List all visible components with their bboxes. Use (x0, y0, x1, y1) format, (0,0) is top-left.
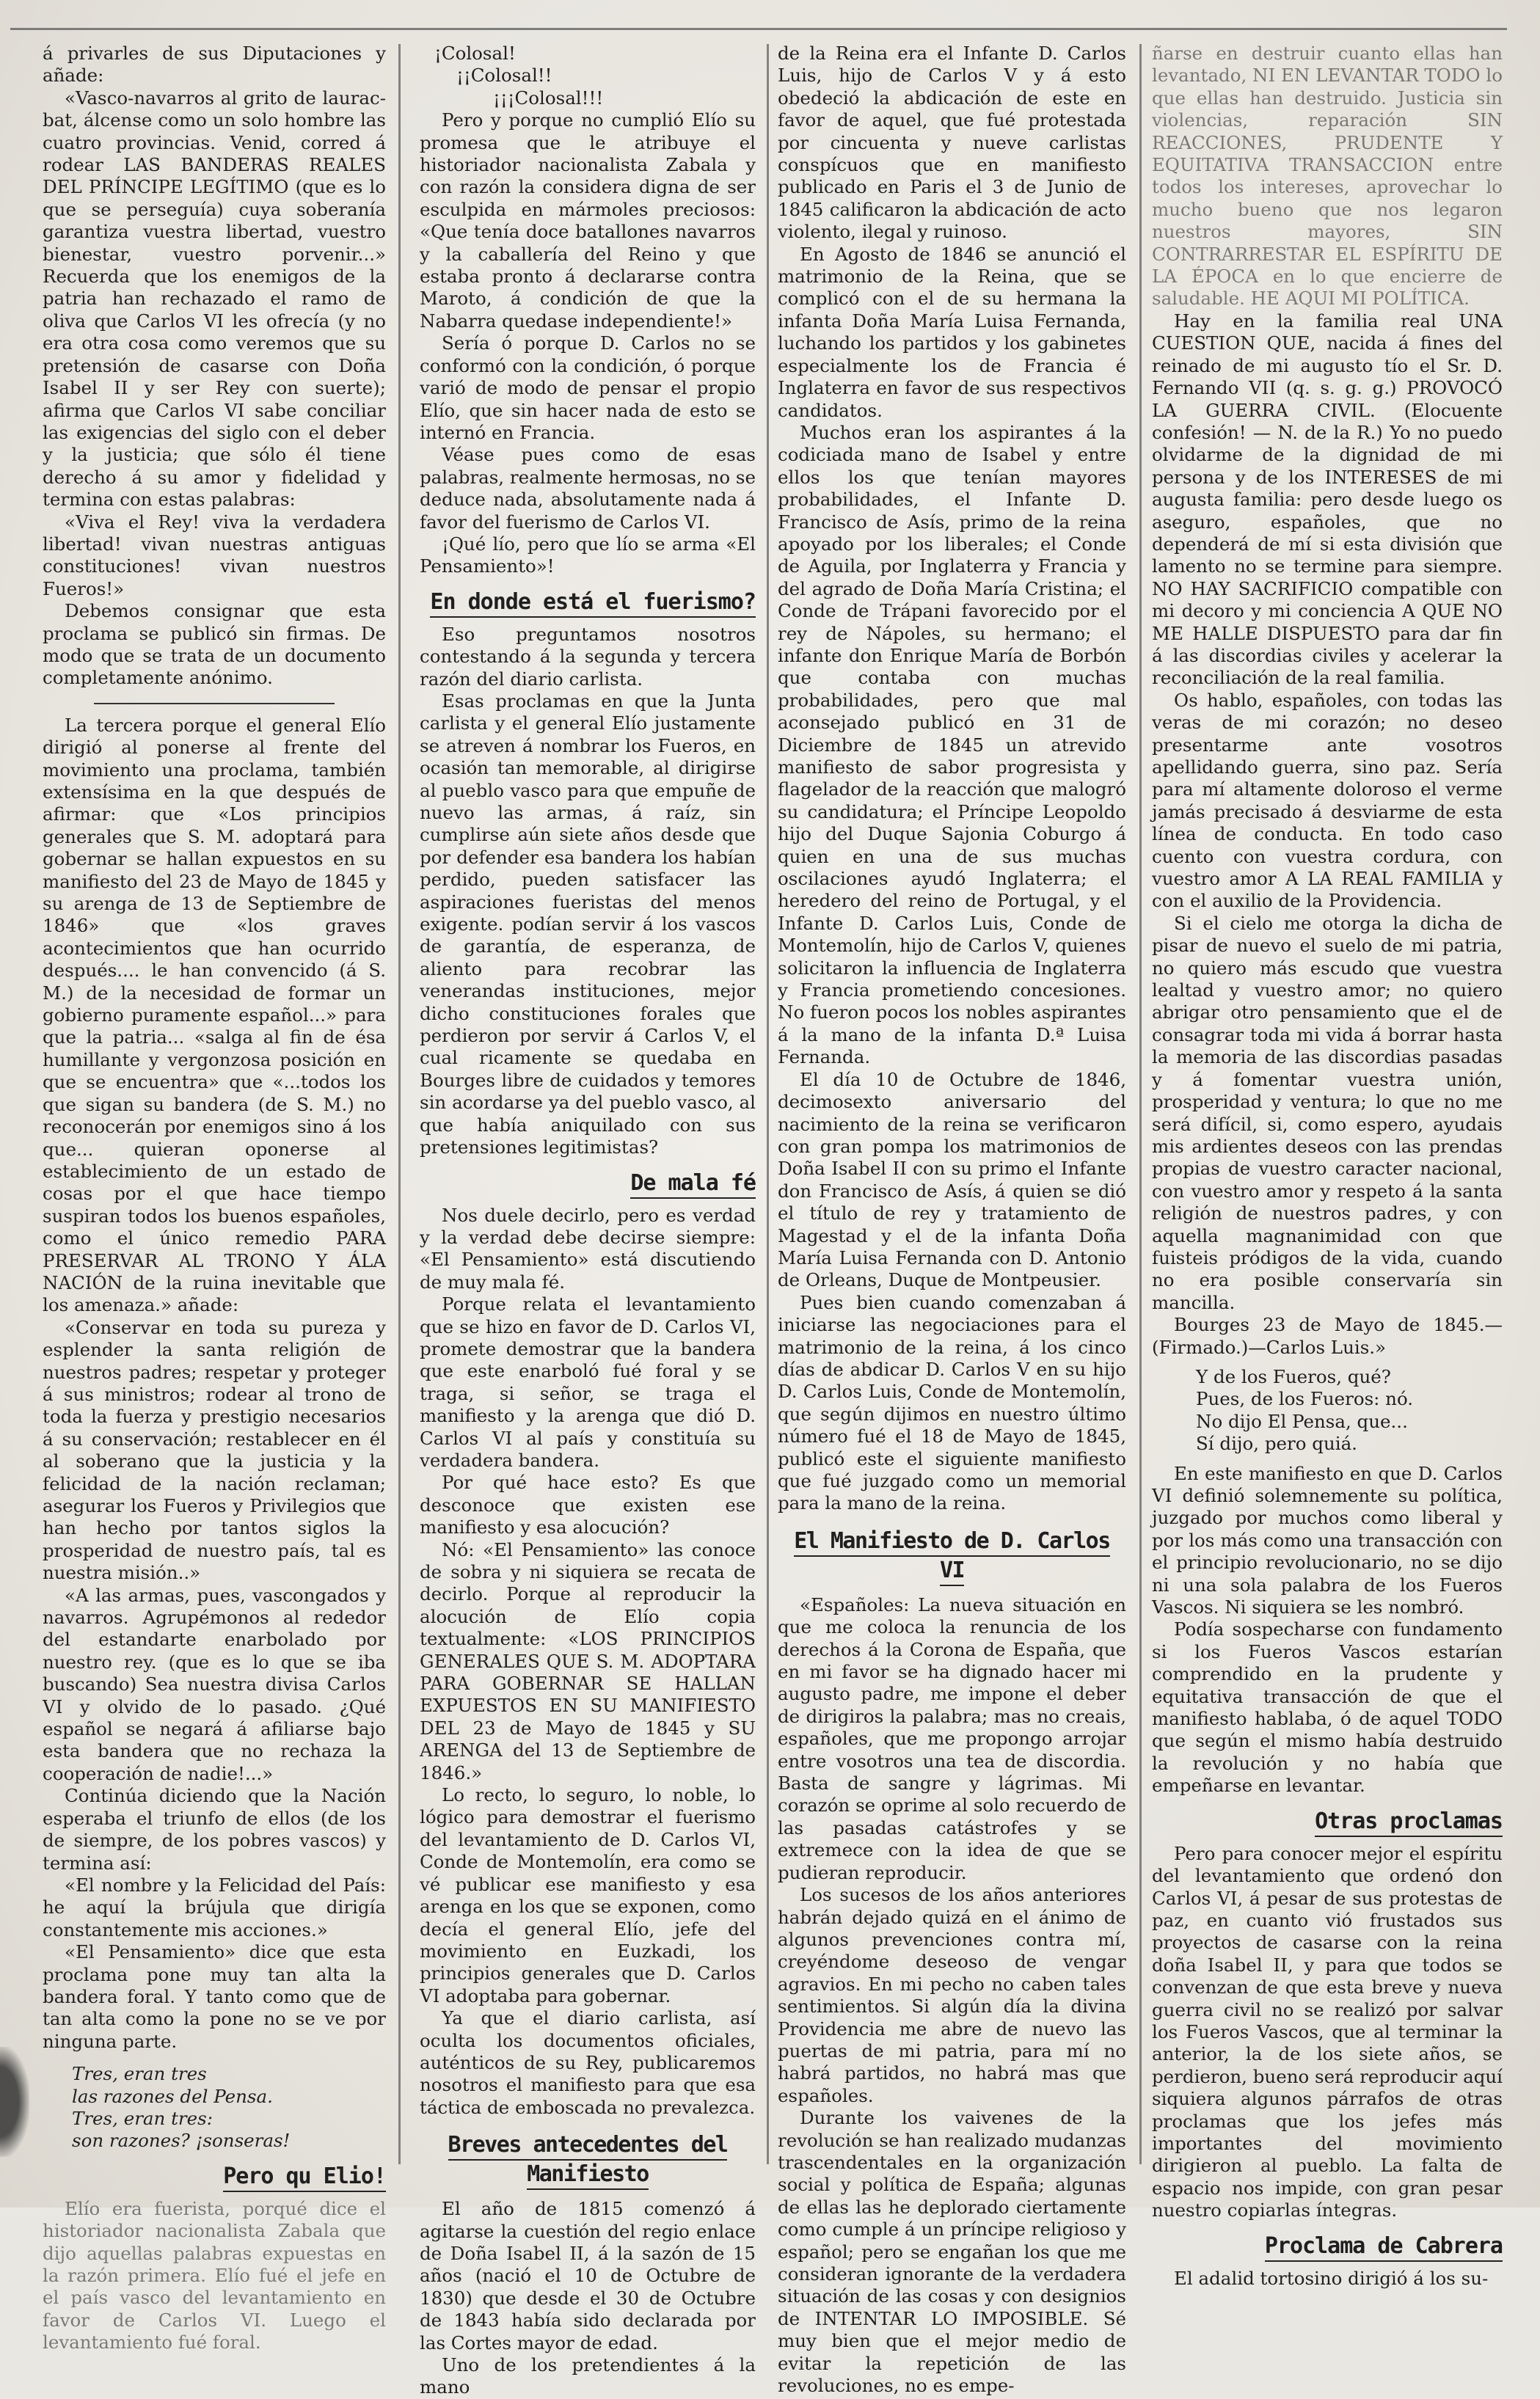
heading-text: Breves antecedentes del Manifiesto (448, 2132, 728, 2190)
paragraph: Pues bien cuando comenzaban á iniciarse las negociaciones para el matrimonio de la reina, á los cinco días de abdicar D. Carlos V en su hijo D. Carlos Luis, Conde de Montemolín, que según dijimos en nuestro último número fué el 18 de Mayo de 1845, publicó este el siguiente manifiesto que fué juzgado como un memorial para la mano de la reina. (778, 1291, 1126, 1514)
paragraph: Si el cielo me otorga la dicha de pisar de nuevo el suelo de mi patria, no quiero más escudo que vuestra lealtad y vuestro amor; no quiero abrigar otro pensamiento que el de consagrar toda mi vida á borrar hasta la memoria de las discordias pasadas y á fomentar vuestra unión, prosperidad y ventura; lo que no me será difícil, si, como espero, ayudais mis ardientes deseos con las prendas propias de vuestro caracter nacional, con vuestro amor y respeto á la santa religión de nuestros padres, y con aquella magnanimidad con que fuisteis pródigos de la vida, cuando no era posible conservaría sin mancilla. (1152, 912, 1503, 1313)
verse-line: Tres, eran tres: (72, 2107, 213, 2129)
verse (43, 2063, 386, 2152)
column-1 (43, 43, 386, 2354)
paragraph: ¡Qué lío, pero que lío se arma «El Pensamiento»! (420, 533, 756, 577)
paragraph: Uno de los pretendientes á la mano (420, 2354, 756, 2398)
paragraph: Hay en la familia real UNA CUESTION QUE, nacida á fines del reinado de mi augusto tío el Sr. D. Fernando VII (q. s. g. g.) PROVOCÓ LA GUERRA CIVIL. (Elocuente confesión! — N. de la R.) Yo no puedo olvidarme de la dignidad de mi persona y de los INTERESES de mi augusta familia: pero desde luego os aseguro, españoles, que no dependerá de mí si esta división que lamento no se termine para siempre. NO HAY SACRIFICIO compatible con mi decoro y mi conciencia A QUE NO ME HALLE DISPUESTO para dar fin á las discordias civiles y acelerar la reconciliación de la real familia. (1152, 310, 1503, 689)
paragraph: Véase pues como de esas palabras, realmente hermosas, no se deduce nada, absolutamente nada á favor del fuerismo de Carlos VI. (420, 444, 756, 533)
paragraph: Debemos consignar que esta proclama se publicó sin firmas. De modo que se trata de un documento completamente anónimo. (43, 600, 386, 689)
paragraph: Pero para conocer mejor el espíritu del levantamiento que ordenó don Carlos VI, á pesar de sus protestas de paz, en cuanto vió frustados sus proyectos de casarse con la reina doña Isabel II, y para que todos se convenzan de que esta breve y nueva guerra civil no se realizó por salvar los Fueros Vascos, que al terminar la anterior, la de los siete años, se perdieron, bueno será reproducir aquí siquiera algunos párrafos de otras proclamas que los jefes más importantes del movimiento dirigieron al pueblo. La falta de espacio nos impide, con gran pesar nuestro copiarlas íntegras. (1152, 1842, 1503, 2221)
paragraph: «El Pensamiento» dice que esta proclama pone muy tan alta la bandera foral. Y tanto como que de tan alta como la pone no se ve por ninguna parte. (43, 1941, 386, 2052)
heading-text: De mala fé (630, 1170, 756, 1199)
section-heading (1152, 1808, 1503, 1836)
paragraph: El adalid tortosino dirigió á los su- (1174, 2267, 1489, 2289)
heading-text: Otras proclamas (1315, 1808, 1503, 1837)
column-3 (778, 43, 1126, 2397)
paragraph: En Agosto de 1846 se anunció el matrimonio de la Reina, que se complicó con el de su hermana la infanta Doña María Luisa Fernanda, luchando los partidos y los gabinetes especialmente los de Francia é Inglaterra en favor de sus respectivos candidatos. (778, 243, 1126, 421)
paragraph: á privarles de sus Diputaciones y añade: (43, 43, 386, 87)
column-2 (420, 43, 756, 2398)
paragraph: Nó: «El Pensamiento» las conoce de sobra y ni siquiera se recata de decirlo. Porque al reproducir la alocución de Elío copia textualmente: «LOS PRINCIPIOS GENERALES QUE S. M. ADOPTARA PARA GOBERNAR SE HALLAN EXPUESTOS EN SU MANIFIESTO DEL 23 de Mayo de 1845 y SU ARENGA del 13 de Septiembre de 1846.» (420, 1538, 756, 1783)
column-rule (767, 44, 769, 2164)
paragraph: La tercera porque el general Elío dirigió al ponerse al frente del movimiento una proclama, también extensísima en la que después de afirmar: que «Los principios generales que S. M. adoptará para gobernar se hallan expuestos en su manifiesto del 23 de Mayo de 1845 y su arenga de 13 de Septiembre de 1846» que «los graves acontecimientos que han ocurrido después.... le han convencido (á S. M.) de la necesidad de formar un gobierno puramente español...» para que la patria... «salga al fin de ésa humillante y vergonzosa posición en que se encuentra» que «...todos los que sigan su bandera (de S. M.) no reconocerán por enemigos sino á los que... quieran oponerse al establecimiento de un estado de cosas por el que hace tiempo suspiran todos los buenos españoles, como el único remedio PARA PRESERVAR AL TRONO Y ÁLA NACIÓN de la ruina inevitable que los amenaza.» añade: (43, 714, 386, 1316)
exclamation: ¡¡Colosal!! (456, 65, 552, 87)
paragraph: Eso preguntamos nosotros contestando á la segunda y tercera razón del diario carlista. (420, 623, 756, 690)
heading-text: Pero qu Elio! (223, 2164, 386, 2192)
paragraph: Os hablo, españoles, con todas las veras de mi corazón; no deseo presentarme ante vosotros apellidando guerra, sino paz. Sería para mí altamente doloroso el verme jamás precisado á desviarme de esta línea de conducta. En todo caso cuento con vuestra cordura, con vuestro amor A LA REAL FAMILIA y con el auxilio de la Providencia. (1152, 689, 1503, 912)
exclamation: ¡¡¡Colosal!!! (493, 87, 604, 109)
paragraph: «Conservar en toda su pureza y esplender la santa religión de nuestros padres; respetar y proteger á sus ministros; rodear al trono de toda la fuerza y prestigio necesarios á su conservación; restablecer en él al soberano que la justicia y la felicidad de la nación reclaman; asegurar los Fueros y Privilegios que han hecho por tantos siglos la prosperidad de nuestro país, tal es nuestra misión..» (43, 1316, 386, 1584)
paragraph: ñarse en destruir cuanto ellas han levantado, NI EN LEVANTAR TODO lo que ellas han destruido. Justicia sin violencias, reparación SIN REACCIONES, PRUDENTE Y EQUITATIVA TRANSACCION entre todos los intereses, aprovechar lo mucho bueno que nos legaron nuestros mayores, SIN CONTRARRESTAR EL ESPÍRITU DE LA ÉPOCA en lo que encierre de saludable. HE AQUI MI POLÍTICA. (1152, 43, 1503, 310)
heading-text: En donde está el fuerismo? (430, 589, 756, 618)
section-heading (420, 2130, 756, 2189)
paragraph: Pero y porque no cumplió Elío su promesa que le atribuye el historiador nacionalista Zabala y con razón la considera digna de ser esculpida en mármoles preciosos: «Que tenía doce batallones navarros y la caballería del Reino y que estaba pronto á declararse contra Maroto, á condición de que la Nabarra quedase independiente!» (420, 109, 756, 332)
heading-text: Proclama de Cabrera (1265, 2233, 1503, 2262)
verse-line: Sí dijo, pero quiá. (1196, 1433, 1357, 1455)
paragraph: «Viva el Rey! viva la verdadera libertad! vivan nuestras antiguas constituciones! vivan nuestros Fueros!» (43, 511, 386, 599)
paragraph: «Vasco-navarros al grito de laurac-bat, álcense como un solo hombre las cuatro provincias. Venid, corred á rodear LAS BANDERAS REALES DEL PRÍNCIPE LEGÍTIMO (que es lo que se perseguía) cuya soberanía garantiza vuestra libertad, vuestro bienestar, vuestro porvenir...» Recuerda que los enemigos de la patria han rechazado el ramo de oliva que Carlos VI les ofrecía (y no era otra cosa como veremos que su pretensión de casarse con Doña Isabel II y ser Rey con suerte); afirma que Carlos VI sabe conciliar las exigencias del siglo con el deber y la justicia; que sólo él tiene derecho á su amor y fidelidad y termina con estas palabras: (43, 87, 386, 511)
top-rule (10, 28, 1507, 30)
section-heading (420, 1169, 756, 1197)
heading-text: El Manifiesto de D. Carlos VI (794, 1528, 1110, 1586)
column-4 (1152, 43, 1503, 2289)
signature-line: Bourges 23 de Mayo de 1845.—(Firmado.)—Carlos Luis.» (1152, 1314, 1503, 1358)
verse-line: las razones del Pensa. (72, 2085, 273, 2107)
paragraph: «El nombre y la Felicidad del País: he aquí la brújula que dirigía constantemente mis acciones.» (43, 1874, 386, 1940)
paragraph: El año de 1815 comenzó á agitarse la cuestión del regio enlace de Doña Isabel II, á la sazón de 15 años (nació el 10 de Octubre de 1830) que desde el 30 de Octubre de 1843 había sido declarada por las Cortes mayor de edad. (420, 2198, 756, 2354)
paragraph: Lo recto, lo seguro, lo noble, lo lógico para demostrar el fuerismo del levantamiento de D. Carlos VI, Conde de Montemolín, era como se vé publicar ese manifiesto y esa arenga en los que se exponen, como decía el general Elío, jefe del movimiento en Euzkadi, los principios generales que D. Carlos VI adoptaba para gobernar. (420, 1784, 756, 2007)
paragraph: Nos duele decirlo, pero es verdad y la verdad debe decirse siempre: «El Pensamiento» está discutiendo de muy mala fé. (420, 1204, 756, 1293)
verse-line: No dijo El Pensa, que... (1196, 1410, 1408, 1432)
verse-line: Tres, eran tres (72, 2063, 207, 2085)
paragraph: Porque relata el levantamiento que se hizo en favor de D. Carlos VI, promete demostrar que la bandera que este enarboló fué foral y se traga, si señor, se traga el manifiesto y la arenga que dió D. Carlos VI al país y constituía su verdadera bandera. (420, 1293, 756, 1471)
paragraph: Los sucesos de los años anteriores habrán dejado quizá en el ánimo de algunos prevenciones contra mí, creyéndome deseoso de vengar agravios. En mi pecho no caben tales sentimientos. Si algún día la divina Providencia me abre de nuevo las puertas de mi patria, para mí no habrá partidos, no habrá mas que españoles. (778, 1884, 1126, 2106)
ink-blot (0, 2047, 29, 2157)
paragraph: Sería ó porque D. Carlos no se conformó con la condición, ó porque varió de modo de pensar el propio Elío, que sin hacer nada de esto se internó en Francia. (420, 332, 756, 443)
verse-line: son razones? ¡sonseras! (72, 2130, 291, 2152)
paragraph: Ya que el diario carlista, así oculta los documentos oficiales, auténticos de su Rey, publicaremos nosotros el manifiesto para que esa táctica de emboscada no prevalezca. (420, 2007, 756, 2118)
paragraph: Por qué hace esto? Es que desconoce que existen ese manifiesto y esa alocución? (420, 1472, 756, 1538)
paragraph: «A las armas, pues, vascongados y navarros. Agrupémonos al rededor del estandarte enarbolado por nuestro rey. (que es lo que se iba buscando) Sea nuestra divisa Carlos VI y olvido de lo pasado. ¿Qué español se negará á afiliarse bajo esta bandera que no rechaza la cooperación de nadie!...» (43, 1584, 386, 1784)
separator (94, 703, 335, 704)
paragraph: En este manifiesto en que D. Carlos VI definió solemnemente su política, juzgado por muchos como liberal y por los más como una transacción con el principio revolucionario, no se dijo ni una sola palabra de los Fueros Vascos. Ni siquiera se les nombró. (1152, 1462, 1503, 1618)
paragraph: Continúa diciendo que la Nación esperaba el triunfo de ellos (de los de siempre, de los pobres vascos) y termina así: (43, 1785, 386, 1874)
paragraph: «Españoles: La nueva situación en que me coloca la renuncia de los derechos á la Corona de España, que en mi favor se ha dignado hacer mi augusto padre, me impone el deber de dirigiros la palabra; mas no creais, españoles, que me propongo arrojar entre vosotros una tea de discordia. Basta de sangre y lágrimas. Mi corazón se oprime al solo recuerdo de las pasadas catástrofes y se extremece con la idea de que se pudieran reproducir. (778, 1593, 1126, 1883)
paragraph: El día 10 de Octubre de 1846, decimosexto aniversario del nacimiento de la reina se verificaron con gran pompa los matrimonios de Doña Isabel II con su primo el Infante don Francisco de Asís, á quien se dió el título de rey y tratamiento de Magestad y el de la infanta Doña María Luisa Fernanda con D. Antonio de Orleans, Duque de Montpeusier. (778, 1068, 1126, 1291)
paragraph: Durante los vaivenes de la revolución se han realizado mudanzas trascendentales en la organización social y política de España; algunas de ellas las he deplorado ciertamente como cumple á un príncipe religioso y español; pero se engañan los que me consideran ignorante de la verdadera situación de las cosas y con designios de INTENTAR LO IMPOSIBLE. Sé muy bien que el mejor medio de evitar la repetición de las revoluciones, no es empe- (778, 2107, 1126, 2397)
column-rule (1139, 44, 1142, 2164)
paragraph: Elío era fuerista, porqué dice el historiador nacionalista Zabala que dijo aquellas palabras expuestas en la razón primera. Elío fué el jefe en el país vasco del levantamiento en favor de Carlos VI. Luego el levantamiento fué foral. (43, 2197, 386, 2354)
verse-line: Y de los Fueros, qué? (1196, 1365, 1391, 1387)
section-heading (43, 2163, 386, 2191)
paragraph: Podía sospecharse con fundamento si los Fueros Vascos estarían comprendido en la prudente y equitativa transacción de que el manifiesto hablaba, ó de aquel TODO que según el mismo había destruido la revolución y no había que empeñarse en levantar. (1152, 1618, 1503, 1797)
paragraph: Muchos eran los aspirantes á la codiciada mano de Isabel y entre ellos los que tenían mayores probabilidades, el Infante D. Francisco de Asís, primo de la reina apoyado por los liberales; el Conde de Aguila, por Inglaterra y Francia y del agrado de Doña María Cristina; el Conde de Trápani favorecido por el rey de Nápoles, su hermano; el infante don Enrique María de Borbón que contaba con muchas probabilidades, pero que mal aconsejado publicó en 31 de Diciembre de 1845 un atrevido manifiesto de sabor progresista y flagelador de la reacción que malogró su candidatura; el Príncipe Leopoldo hijo del Duque Sajonia Coburgo á quien en una de sus muchas oscilaciones ayudó Inglaterra; el heredero del reino de Portugal, y el Infante D. Carlos Luis, Conde de Montemolín, hijo de Carlos V, quienes solicitaron la influencia de Inglaterra y Francia prometiendo concesiones. No fueron pocos los nobles aspirantes á la mano de la infanta D.ª Luisa Fernanda. (778, 421, 1126, 1068)
section-heading (420, 588, 756, 616)
section-heading (1152, 2232, 1503, 2260)
section-heading (778, 1527, 1126, 1585)
paragraph: de la Reina era el Infante D. Carlos Luis, hijo de Carlos V y á esto obedeció la abdicación de este en favor de aquel, que fué protestada por cincuenta y nueve carlistas conspícuos que en manifiesto publicado en Paris el 3 de Junio de 1845 calificaron la abdicación de acto violento, ilegal y ruinoso. (778, 43, 1126, 243)
column-rule (398, 44, 401, 2164)
paragraph: Esas proclamas en que la Junta carlista y el general Elío justamente se atreven á nombrar los Fueros, en ocasión tan memorable, al dirigirse al pueblo vasco para que empuñe de nuevo las armas, á raíz, sin cumplirse aún siete años desde que por defender esa bandera los habían perdido, pueden satisfacer las aspiraciones fueristas del menos exigente. podían servir á los vascos de garantía, de esperanza, de aliento para recobrar las venerandas instituciones, mejor dicho constituciones forales que perdieron por servir á Carlos V, el cual ricamente se quedaba en Bourges libre de cuidados y temores sin acordarse ya del pueblo vasco, al que había aniquilado con sus pretensiones legitimistas? (420, 690, 756, 1158)
exclamation: ¡Colosal! (434, 43, 516, 64)
verse-line: Pues, de los Fueros: nó. (1196, 1388, 1414, 1410)
verse (1152, 1366, 1503, 1456)
